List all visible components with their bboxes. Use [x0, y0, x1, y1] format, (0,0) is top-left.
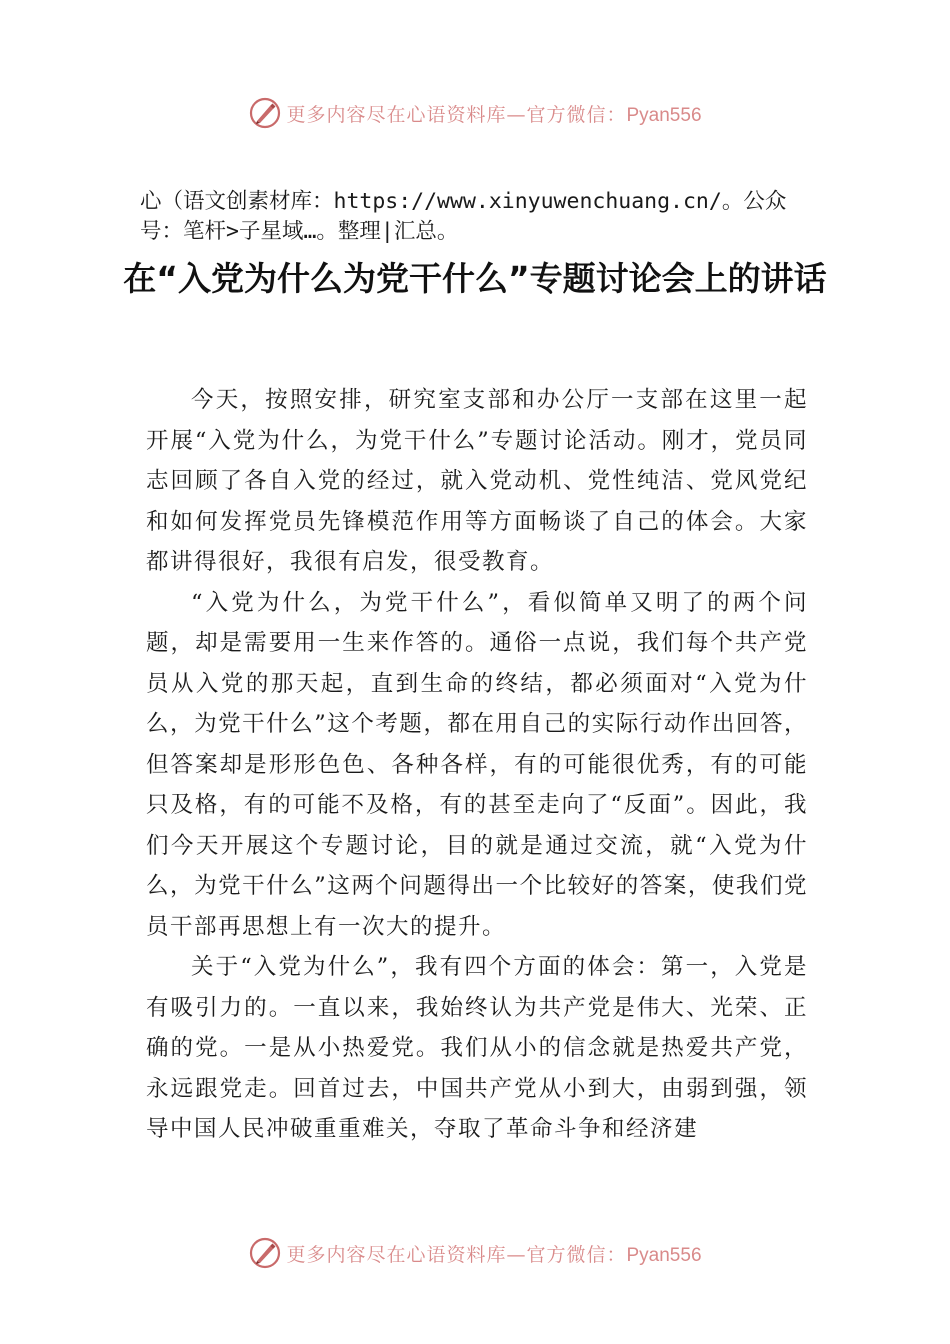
watermark-footer [0, 1233, 950, 1273]
document-body [146, 380, 808, 1150]
watermark-header [0, 93, 950, 133]
wechat-id: Pyan556 [626, 1244, 702, 1266]
pen-logo-icon [248, 96, 282, 130]
pen-logo-icon [248, 1236, 282, 1270]
paragraph: “入党为什么，为党干什么”，看似简单又明了的两个问题，却是需要用一生来作答的。通俗一点说，我们每个共产党员从入党的那天起，直到生命的终结，都必须面对“入党为什么，为党干什么”这个考题，都在用自己的实际行动作出回答，但答案却是形形色色、各种各样，有的可能很优秀，有的可能只及格，有的可能不及格，有的甚至走向了“反面”。因此，我们今天开展这个专题讨论，目的就是通过交流，就“入党为什么，为党干什么”这两个问题得出一个比较好的答案，使我们党员干部再思想上有一次大的提升。 [146, 589, 808, 940]
document-title: 在“入党为什么为党干什么”专题讨论会上的讲话 [123, 259, 827, 298]
source-line: 心（语文创素材库：https://www.xinyuwenchuang.cn/。公众号：笔杆>子星域…。整理|汇总。 [140, 189, 787, 244]
paragraph: 关于“入党为什么”，我有四个方面的体会：第一，入党是有吸引力的。一直以来，我始终认为共产党是伟大、光荣、正确的党。一是从小热爱党。我们从小的信念就是热爱共产党，永远跟党走。回首过去，中国共产党从小到大，由弱到强，领导中国人民冲破重重难关，夺取了革命斗争和经济建 [146, 954, 808, 1142]
wechat-id: Pyan556 [626, 104, 702, 126]
watermark-text: 更多内容尽在心语资料库—官方微信：Pyan556 [286, 103, 702, 126]
paragraph: 今天，按照安排，研究室支部和办公厅一支部在这里一起开展“入党为什么，为党干什么”专题讨论活动。刚才，党员同志回顾了各自入党的经过，就入党动机、党性纯洁、党风党纪和如何发挥党员先锋模范作用等方面畅谈了自己的体会。大家都讲得很好，我很有启发，很受教育。 [146, 387, 808, 575]
watermark-text: 更多内容尽在心语资料库—官方微信：Pyan556 [286, 1243, 702, 1266]
